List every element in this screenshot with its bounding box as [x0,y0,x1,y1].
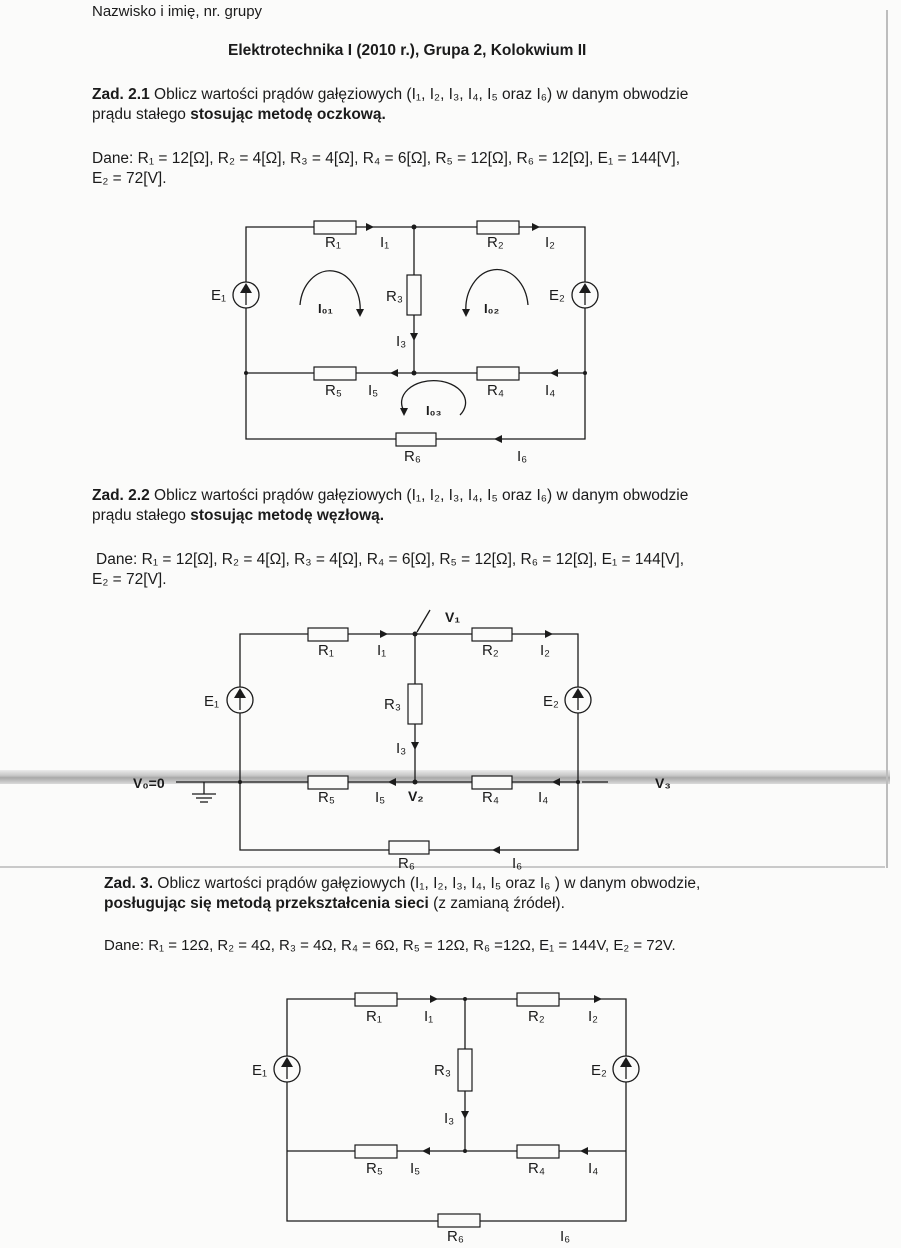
task1-text2: prądu stałego [92,106,191,123]
circuit2-r3 [408,684,422,724]
circuit2-label-i4: I₄ [538,789,549,806]
circuit2-r6 [389,841,429,854]
circuit1-label-r1: R₁ [325,234,341,251]
task2-line1 [92,487,688,505]
circuit1-label-i02: I₀₂ [484,301,500,316]
task1-data-line2: E₂ = 72[V]. [92,170,167,187]
circuit3-r3 [458,1049,472,1091]
circuit3-label-r3: R₃ [434,1062,451,1079]
circuit3-label-e2: E₂ [591,1062,607,1079]
circuit1-r6 [396,433,436,446]
circuit3-label-r5: R₅ [366,1160,383,1177]
circuit1-r3 [407,275,421,315]
task1-text1: Oblicz wartości prądów gałęziowych (I₁, I₂, I₃, I₄, I₅ oraz I₆) w danym obwodzie [149,86,689,103]
circuit2-label-v3: V₃ [655,775,671,791]
circuit2-r4 [472,776,512,789]
circuit2-label-v2: V₂ [408,788,424,804]
circuit1-r4 [477,367,519,380]
circuit1-label-i3: I₃ [396,333,407,350]
task2-data-line1: Dane: R₁ = 12[Ω], R₂ = 4[Ω], R₃ = 4[Ω], R₄ = 6[Ω], R₅ = 12[Ω], R₆ = 12[Ω], E₁ = 144[V], [96,551,685,568]
circuit2-label-v1: V₁ [445,609,461,625]
circuit2-label-i6: I₆ [512,855,523,872]
task2-method: stosując metodę węzłową. [190,507,385,524]
circuit2-label-r6: R₆ [398,855,415,872]
circuit3-label-r6: R₆ [447,1228,464,1245]
circuit1-e1-source [233,282,259,308]
circuit3-r4 [517,1145,559,1158]
circuit1-label-r6: R₆ [404,448,421,465]
circuit2-r2 [472,628,512,641]
circuit1-r2 [477,221,519,234]
task2-text2: prądu stałego [92,507,191,524]
circuit3-r6 [438,1214,480,1227]
circuit3-e1-source [274,1056,300,1082]
circuit1-label-i6: I₆ [517,448,528,465]
task1-data-line1: Dane: R₁ = 12[Ω], R₂ = 4[Ω], R₃ = 4[Ω], R₄ = 6[Ω], R₅ = 12[Ω], R₆ = 12[Ω], E₁ = 144[V], [92,150,681,167]
circuit-mesh-method [0,215,900,470]
circuit3-label-r1: R₁ [366,1008,382,1025]
circuit2-e1-source [227,687,253,713]
task1-line1 [92,86,688,104]
circuit2-label-i1: I₁ [377,642,387,659]
circuit2-current-arrows [380,630,560,854]
circuit3-r5 [355,1145,397,1158]
circuit1-r5 [314,367,356,380]
circuit3-label-r4: R₄ [528,1160,545,1177]
circuit3-wires [287,999,626,1221]
task3-line2 [104,895,565,913]
task3-line1 [104,875,700,893]
circuit1-label-r2: R₂ [487,234,504,251]
task2-line2 [92,507,384,525]
task1-label: Zad. 2.1 [92,86,150,103]
circuit1-label-e2: E₂ [549,287,565,304]
task2-data-line2: E₂ = 72[V]. [92,571,167,588]
circuit1-label-i5: I₅ [368,382,379,399]
circuit1-label-r3: R₃ [386,288,403,305]
circuit3-label-i5: I₅ [410,1160,421,1177]
circuit3-label-e1: E₁ [252,1062,268,1079]
circuit1-r1 [314,221,356,234]
task3-text2: (z zamianą źródeł). [428,895,565,912]
circuit2-label-r5: R₅ [318,789,335,806]
circuit2-v1-pointer [417,610,430,632]
circuit3-label-i4: I₄ [588,1160,599,1177]
task3-data-line1: Dane: R₁ = 12Ω, R₂ = 4Ω, R₃ = 4Ω, R₄ = 6Ω, R₅ = 12Ω, R₆ =12Ω, E₁ = 144V, E₂ = 72V. [104,937,676,954]
circuit1-label-r4: R₄ [487,382,504,399]
circuit2-label-i5: I₅ [375,789,386,806]
name-and-group-line: Nazwisko i imię, nr. grupy [92,3,263,20]
task2-label: Zad. 2.2 [92,487,150,504]
task1-line2 [92,106,386,124]
circuit2-wires [176,634,578,850]
circuit1-label-i1: I₁ [380,234,390,251]
circuit2-label-r1: R₁ [318,642,334,659]
circuit2-label-i3: I₃ [396,740,407,757]
circuit-transformation-method [0,985,900,1245]
circuit2-e2-source [565,687,591,713]
circuit3-e2-source [613,1056,639,1082]
page-title: Elektrotechnika I (2010 r.), Grupa 2, Kolokwium II [228,42,587,59]
circuit2-label-e2: E₂ [543,693,559,710]
circuit3-label-i1: I₁ [424,1008,434,1025]
circuit-node-method [0,600,900,875]
circuit1-label-i01: I₀₁ [318,301,333,316]
circuit2-label-r2: R₂ [482,642,499,659]
circuit1-label-i4: I₄ [545,382,556,399]
task3-text1: Oblicz wartości prądów gałęziowych (I₁, I₂, I₃, I₄, I₅ oraz I₆ ) w danym obwodzie, [153,875,701,892]
circuit1-e2-source [572,282,598,308]
circuit2-r5 [308,776,348,789]
circuit1-current-arrows [366,223,558,443]
circuit2-label-e1: E₁ [204,693,220,710]
circuit3-r2 [517,993,559,1006]
circuit2-label-r3: R₃ [384,696,401,713]
circuit3-label-i3: I₃ [444,1110,455,1127]
circuit2-r1 [308,628,348,641]
task2-text1: Oblicz wartości prądów gałęziowych (I₁, I₂, I₃, I₄, I₅ oraz I₆) w danym obwodzie [149,487,689,504]
circuit3-label-i2: I₂ [588,1008,598,1025]
circuit3-label-r2: R₂ [528,1008,545,1025]
circuit1-label-e1: E₁ [211,287,227,304]
task3-label: Zad. 3. [104,875,154,892]
circuit3-label-i6: I₆ [560,1228,571,1245]
circuit2-label-v0: V₀=0 [133,775,165,791]
circuit3-r1 [355,993,397,1006]
circuit1-label-r5: R₅ [325,382,342,399]
task3-method: posługując się metodą przekształcenia sieci [104,895,429,912]
circuit2-label-r4: R₄ [482,789,499,806]
circuit2-label-i2: I₂ [540,642,550,659]
task1-method: stosując metodę oczkową. [190,106,386,123]
circuit1-label-i2: I₂ [545,234,555,251]
circuit1-label-i03: I₀₃ [426,403,442,418]
